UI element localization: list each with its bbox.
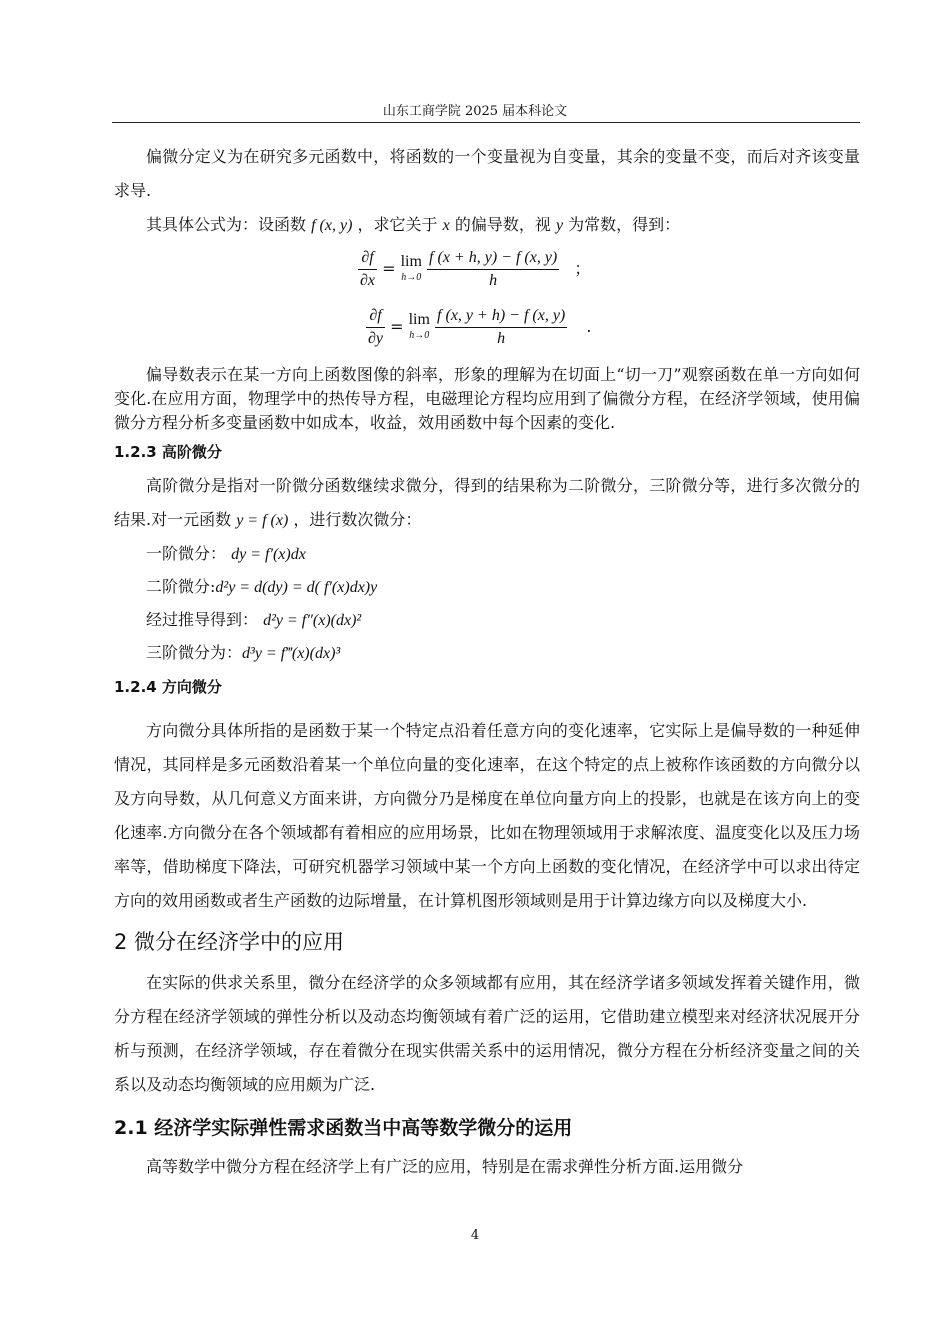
paragraph-directional: 方向微分具体所指的是函数于某一个特定点沿着任意方向的变化速率，它实际上是偏导数的一种延伸情况，其同样是多元函数沿着某一个单位向量的变化速率，在这个特定的点上被称作该函数的方向微分以及方向导数，从几何意义方面来讲，方向微分乃是梯度在单位向量方向上的投影，也就是在该方向上的变化速率.方向微分在各个领域都有着相应的应用场景，比如在物理领域用于求解浓度、温度变化以及压力场率等，借助梯度下降法，可研究机器学习领域中某一个方向上函数的变化情况，在经济学中可以求出待定方向的效用函数或者生产函数的边际增量，在计算机图形领域则是用于计算边缘方向以及梯度大小. xyxy=(114,721,860,910)
lim-subscript: h→0 xyxy=(401,271,422,283)
heading-2-1: 2.1 经济学实际弹性需求函数当中高等数学微分的运用 xyxy=(114,1117,573,1139)
denominator: h xyxy=(497,330,506,347)
heading-2: 2 微分在经济学中的应用 xyxy=(114,930,345,954)
order-label: 二阶微分: xyxy=(146,577,216,596)
formula-partial-y xyxy=(114,303,860,363)
numerator: ∂f xyxy=(366,305,385,328)
lim-label: lim xyxy=(408,310,430,328)
equals-sign: = xyxy=(382,259,396,278)
denominator: ∂y xyxy=(368,330,384,347)
fraction-df-dx xyxy=(358,247,377,292)
paragraph-partial-meaning: 偏导数表示在某一方向上函数图像的斜率，形象的理解为在切面上“切一刀”观察函数在单一方向如何变化.在应用方面，物理学中的热传导方程，电磁理论方程均应用到了偏微分方程，在经济学领域，使用偏微分方程分析多变量函数中如成本，收益，效用函数中每个因素的变化. xyxy=(114,365,860,432)
page-body xyxy=(114,140,860,1184)
heading-1-2-3: 1.2.3 高阶微分 xyxy=(114,443,222,461)
text-segment: 为常数，得到： xyxy=(568,215,681,234)
text-segment: ，求它关于 xyxy=(357,215,438,234)
inline-var-x: x xyxy=(442,217,450,234)
order-third xyxy=(114,637,860,670)
numerator: f (x + h, y) − f (x, y) xyxy=(427,247,559,270)
order-equation: d²y = f″(x)(dx)² xyxy=(263,612,362,629)
paragraph-higher-order xyxy=(114,469,860,538)
order-label: 三阶微分为： xyxy=(146,643,243,662)
numerator: f (x, y + h) − f (x, y) xyxy=(435,305,567,328)
limit-operator xyxy=(409,312,430,344)
order-first xyxy=(114,538,860,571)
order-label: 经过推导得到： xyxy=(146,610,259,629)
paragraph-economics: 在实际的供求关系里，微分在经济学的众多领域都有应用，其在经济学诸多领域发挥着关键作用，微分方程在经济学领域的弹性分析以及动态均衡领域有着广泛的运用，它借助建立模型来对经济状况展开分析与预测，在经济学领域，存在着微分在现实供需关系中的运用情况，微分方程在分析经济变量之间的关系以及动态均衡领域的应用颇为广泛. xyxy=(114,973,860,1094)
formula-end: . xyxy=(586,317,592,336)
inline-var-y: y xyxy=(555,217,564,234)
text-segment: 其具体公式为：设函数 xyxy=(146,215,307,234)
heading-1-2-4: 1.2.4 方向微分 xyxy=(114,678,222,696)
fraction-difference-quotient-y xyxy=(435,305,567,350)
formula-end: ； xyxy=(574,259,591,278)
fraction-df-dy xyxy=(366,305,385,350)
equals-sign: = xyxy=(390,317,404,336)
text-segment: 高阶微分是指对一阶微分函数继续求微分，得到的结果称为二阶微分，三阶微分等，进行多次微分的结果.对一元函数 xyxy=(114,476,860,529)
page-number: 4 xyxy=(470,1228,480,1243)
paragraph-partial-definition: 偏微分定义为在研究多元函数中，将函数的一个变量视为自变量，其余的变量不变，而后对齐该变量求导. xyxy=(114,147,860,200)
inline-function: f (x, y) xyxy=(311,217,353,234)
formula-partial-x xyxy=(114,243,860,303)
denominator: h xyxy=(489,272,498,289)
header-rule xyxy=(112,122,860,123)
fraction-difference-quotient-x xyxy=(427,247,559,292)
order-label: 一阶微分： xyxy=(146,544,227,563)
text-segment: ，进行数次微分： xyxy=(293,510,422,529)
denominator: ∂x xyxy=(360,272,376,289)
inline-function-y: y = f (x) xyxy=(236,512,289,529)
lim-subscript: h→0 xyxy=(409,329,430,341)
order-equation: d³y = f‴(x)(dx)³ xyxy=(242,645,341,662)
order-equation: dy = f′(x)dx xyxy=(231,546,306,563)
lim-label: lim xyxy=(400,252,422,270)
order-derive xyxy=(114,604,860,637)
paragraph-formula-intro xyxy=(114,208,860,243)
numerator: ∂f xyxy=(358,247,377,270)
text-segment: 的偏导数，视 xyxy=(454,215,551,234)
paragraph-elasticity: 高等数学中微分方程在经济学上有广泛的应用，特别是在需求弹性分析方面.运用微分 xyxy=(146,1157,744,1176)
order-equation: d²y = d(dy) = d( f′(x)dx)y xyxy=(215,579,378,596)
page-header: 山东工商学院 2025 届本科论文 xyxy=(382,104,568,119)
order-second xyxy=(114,571,860,604)
limit-operator xyxy=(401,254,422,286)
